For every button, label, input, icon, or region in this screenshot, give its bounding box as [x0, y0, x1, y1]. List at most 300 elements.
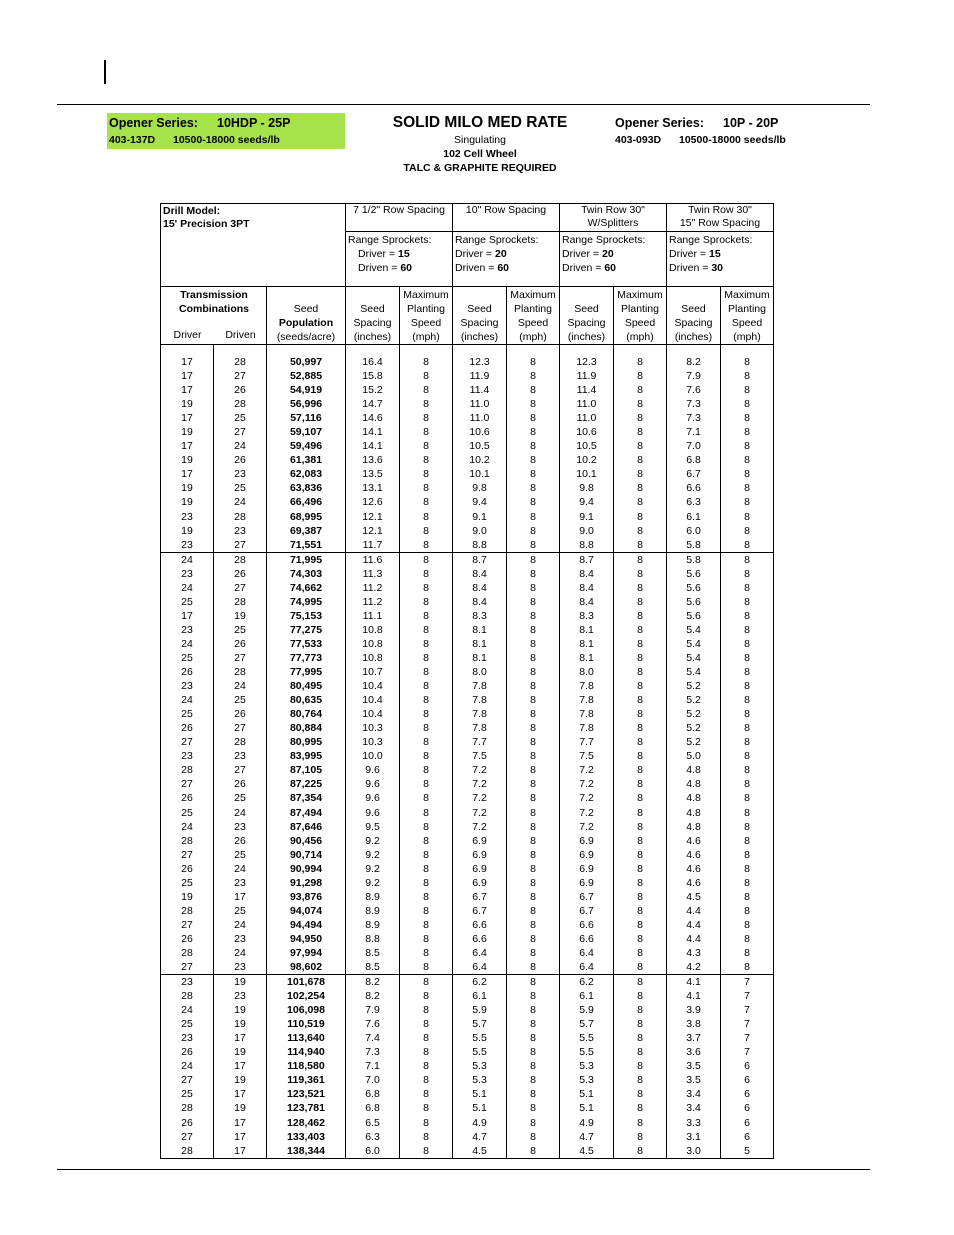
table-cell: 9.2	[346, 834, 400, 848]
table-cell: 19	[214, 1003, 267, 1017]
table-row	[161, 707, 774, 721]
table-cell: 11.1	[346, 609, 400, 623]
table-cell: 8	[721, 665, 774, 679]
table-cell: 8	[721, 679, 774, 693]
table-cell: 26	[161, 721, 214, 735]
table-cell: 8	[721, 609, 774, 623]
table-cell: 23	[161, 538, 214, 553]
table-cell: 24	[214, 918, 267, 932]
table-cell: 25	[161, 806, 214, 820]
table-cell: 5	[721, 1144, 774, 1159]
table-cell: 8	[400, 425, 453, 439]
table-row	[161, 510, 774, 524]
table-cell: 19	[161, 397, 214, 411]
table-cell: 94,074	[267, 904, 346, 918]
right-series-value: 10P - 20P	[723, 116, 779, 130]
table-cell: 27	[214, 581, 267, 595]
table-cell: 27	[161, 960, 214, 975]
table-cell: 27	[214, 651, 267, 665]
table-cell: 7.2	[560, 806, 614, 820]
table-row	[161, 411, 774, 425]
table-cell: 6.9	[453, 876, 507, 890]
table-cell: 13.6	[346, 453, 400, 467]
table-cell: 8	[721, 637, 774, 651]
table-cell: 6.4	[453, 946, 507, 960]
table-cell: 6.4	[560, 960, 614, 975]
table-cell: 5.2	[667, 693, 721, 707]
table-cell: 17	[161, 609, 214, 623]
table-cell: 8	[507, 609, 560, 623]
table-cell: 74,995	[267, 595, 346, 609]
table-cell: 8	[614, 439, 667, 453]
table-cell: 8.7	[560, 552, 614, 567]
table-cell: 6.7	[453, 904, 507, 918]
table-cell: 5.6	[667, 595, 721, 609]
transmission-header: Transmission Combinations Driver Driven	[161, 287, 267, 345]
table-cell: 19	[161, 495, 214, 509]
table-cell: 90,456	[267, 834, 346, 848]
table-cell: 77,533	[267, 637, 346, 651]
table-cell: 26	[161, 1045, 214, 1059]
table-cell: 17	[214, 1087, 267, 1101]
table-cell: 8	[721, 495, 774, 509]
table-cell: 6.1	[560, 989, 614, 1003]
table-cell: 7.8	[560, 707, 614, 721]
table-cell: 8.4	[560, 567, 614, 581]
table-cell: 3.5	[667, 1073, 721, 1087]
table-cell: 8	[400, 904, 453, 918]
table-cell: 11.2	[346, 581, 400, 595]
table-cell: 7.8	[453, 721, 507, 735]
table-cell: 93,876	[267, 890, 346, 904]
table-cell: 8	[400, 495, 453, 509]
table-cell: 8	[614, 791, 667, 805]
table-cell: 27	[161, 735, 214, 749]
table-cell: 13.1	[346, 481, 400, 495]
table-cell: 10.5	[453, 439, 507, 453]
table-cell: 8	[614, 763, 667, 777]
table-cell: 8	[400, 637, 453, 651]
right-series-label: Opener Series:	[615, 116, 704, 130]
table-cell: 8	[507, 848, 560, 862]
table-cell: 10.8	[346, 623, 400, 637]
table-cell: 8	[721, 453, 774, 467]
table-cell: 19	[161, 425, 214, 439]
table-cell: 6.8	[346, 1101, 400, 1115]
table-cell: 10.2	[453, 453, 507, 467]
table-cell: 6.2	[560, 975, 614, 990]
table-cell: 8	[721, 411, 774, 425]
table-cell: 4.5	[667, 890, 721, 904]
table-cell: 8	[614, 946, 667, 960]
table-cell: 12.1	[346, 510, 400, 524]
table-cell: 17	[161, 439, 214, 453]
subtitle-cell-wheel: 102 Cell Wheel	[443, 148, 517, 160]
table-cell: 23	[161, 510, 214, 524]
table-cell: 5.3	[453, 1073, 507, 1087]
table-cell: 17	[214, 1130, 267, 1144]
table-cell: 5.1	[453, 1087, 507, 1101]
table-cell: 8	[400, 777, 453, 791]
table-cell: 8.1	[560, 651, 614, 665]
table-cell: 10.1	[453, 467, 507, 481]
table-cell: 7.8	[560, 679, 614, 693]
table-cell: 8	[507, 777, 560, 791]
table-cell: 8.2	[346, 989, 400, 1003]
table-cell: 8	[507, 1144, 560, 1159]
table-cell: 8	[614, 623, 667, 637]
table-cell: 17	[214, 890, 267, 904]
table-cell: 7.4	[346, 1031, 400, 1045]
table-row	[161, 834, 774, 848]
table-cell: 6.7	[560, 904, 614, 918]
table-row	[161, 876, 774, 890]
table-row	[161, 1003, 774, 1017]
table-cell: 8	[507, 989, 560, 1003]
table-cell: 6.8	[346, 1087, 400, 1101]
table-cell: 6.7	[453, 890, 507, 904]
table-cell: 8.1	[453, 637, 507, 651]
table-cell: 8.4	[453, 595, 507, 609]
table-cell: 133,403	[267, 1130, 346, 1144]
table-cell: 10.4	[346, 707, 400, 721]
table-cell: 6.7	[667, 467, 721, 481]
table-cell: 9.1	[560, 510, 614, 524]
table-cell: 97,994	[267, 946, 346, 960]
range-sprockets-10: Range Sprockets: Driver = 20 Driven = 60	[453, 232, 560, 287]
table-cell: 11.4	[560, 383, 614, 397]
table-cell: 7.3	[667, 397, 721, 411]
table-cell: 8	[614, 595, 667, 609]
table-cell: 7.3	[667, 411, 721, 425]
table-cell: 4.8	[667, 763, 721, 777]
table-cell: 8.9	[346, 890, 400, 904]
table-row	[161, 439, 774, 453]
table-cell: 10.6	[453, 425, 507, 439]
table-cell: 8	[721, 848, 774, 862]
table-cell: 8	[507, 581, 560, 595]
table-cell: 11.3	[346, 567, 400, 581]
table-cell: 8.4	[453, 581, 507, 595]
spacing-col-header: Seed Spacing (inches)	[667, 287, 721, 345]
table-cell: 8	[721, 581, 774, 595]
table-cell: 8	[507, 425, 560, 439]
table-cell: 8	[400, 960, 453, 975]
table-row	[161, 552, 774, 567]
table-cell: 8	[507, 679, 560, 693]
table-cell: 17	[214, 1144, 267, 1159]
table-cell: 4.7	[453, 1130, 507, 1144]
table-cell: 24	[214, 439, 267, 453]
table-cell: 7.5	[560, 749, 614, 763]
table-cell: 8	[400, 791, 453, 805]
table-cell: 12.6	[346, 495, 400, 509]
table-cell: 8.3	[453, 609, 507, 623]
table-cell: 8	[400, 595, 453, 609]
table-cell: 8	[400, 693, 453, 707]
table-cell: 8	[614, 411, 667, 425]
table-cell: 28	[161, 1101, 214, 1115]
table-row	[161, 567, 774, 581]
table-cell: 5.9	[560, 1003, 614, 1017]
table-cell: 8	[614, 707, 667, 721]
table-cell: 11.0	[560, 397, 614, 411]
table-cell: 3.3	[667, 1116, 721, 1130]
table-cell: 19	[214, 1017, 267, 1031]
table-row	[161, 453, 774, 467]
table-cell: 9.4	[453, 495, 507, 509]
table-cell: 17	[161, 383, 214, 397]
table-cell: 8	[614, 960, 667, 975]
table-cell: 6.9	[560, 848, 614, 862]
table-cell: 7.8	[560, 721, 614, 735]
table-cell: 8	[721, 862, 774, 876]
table-cell: 6.3	[667, 495, 721, 509]
speed-col-header: Maximum Planting Speed (mph)	[614, 287, 667, 345]
table-cell: 5.6	[667, 567, 721, 581]
table-cell: 8	[721, 651, 774, 665]
table-cell: 28	[214, 510, 267, 524]
table-cell: 5.6	[667, 609, 721, 623]
table-row	[161, 595, 774, 609]
table-cell: 7.9	[346, 1003, 400, 1017]
table-cell: 5.8	[667, 538, 721, 553]
table-cell: 28	[214, 355, 267, 369]
table-cell: 8	[400, 707, 453, 721]
table-cell: 8	[507, 383, 560, 397]
table-cell: 7.6	[346, 1017, 400, 1031]
table-cell: 9.1	[453, 510, 507, 524]
table-cell: 8.1	[560, 623, 614, 637]
table-cell: 8	[614, 848, 667, 862]
table-cell: 5.0	[667, 749, 721, 763]
table-cell: 8	[400, 946, 453, 960]
table-cell: 8.9	[346, 904, 400, 918]
drill-model-value: 15' Precision 3PT	[163, 218, 250, 230]
table-cell: 28	[214, 735, 267, 749]
table-cell: 3.8	[667, 1017, 721, 1031]
table-cell: 26	[161, 932, 214, 946]
table-cell: 98,602	[267, 960, 346, 975]
table-cell: 11.6	[346, 552, 400, 567]
table-cell: 69,387	[267, 524, 346, 538]
table-cell: 11.0	[453, 397, 507, 411]
table-cell: 8	[721, 834, 774, 848]
table-row	[161, 777, 774, 791]
table-cell: 8	[614, 1116, 667, 1130]
table-cell: 8	[614, 890, 667, 904]
table-cell: 8	[507, 1003, 560, 1017]
table-cell: 6.9	[560, 862, 614, 876]
table-cell: 87,646	[267, 820, 346, 834]
table-cell: 6.9	[560, 876, 614, 890]
table-cell: 25	[214, 791, 267, 805]
table-cell: 8	[400, 453, 453, 467]
table-row	[161, 495, 774, 509]
table-cell: 27	[161, 848, 214, 862]
table-cell: 8	[507, 1116, 560, 1130]
table-cell: 128,462	[267, 1116, 346, 1130]
table-cell: 8	[400, 397, 453, 411]
table-cell: 7.5	[453, 749, 507, 763]
table-cell: 3.4	[667, 1087, 721, 1101]
speed-col-header: Maximum Planting Speed (mph)	[507, 287, 560, 345]
table-cell: 17	[214, 1031, 267, 1045]
table-cell: 6.1	[667, 510, 721, 524]
table-cell: 66,496	[267, 495, 346, 509]
table-cell: 4.6	[667, 848, 721, 862]
table-cell: 113,640	[267, 1031, 346, 1045]
range-sprockets-twin-15: Range Sprockets: Driver = 15 Driven = 30	[667, 232, 774, 287]
table-cell: 28	[214, 552, 267, 567]
spacing-col-header: Seed Spacing (inches)	[453, 287, 507, 345]
table-cell: 28	[214, 397, 267, 411]
table-cell: 8	[507, 1073, 560, 1087]
table-cell: 8	[400, 481, 453, 495]
table-cell: 8	[400, 552, 453, 567]
table-cell: 114,940	[267, 1045, 346, 1059]
table-cell: 10.6	[560, 425, 614, 439]
table-cell: 10.5	[560, 439, 614, 453]
table-cell: 19	[214, 609, 267, 623]
table-cell: 4.8	[667, 820, 721, 834]
table-cell: 119,361	[267, 1073, 346, 1087]
table-cell: 6.9	[560, 834, 614, 848]
table-cell: 8	[614, 637, 667, 651]
table-cell: 28	[161, 904, 214, 918]
table-cell: 24	[214, 946, 267, 960]
table-cell: 8	[400, 651, 453, 665]
table-cell: 10.0	[346, 749, 400, 763]
table-cell: 90,714	[267, 848, 346, 862]
table-cell: 7	[721, 1017, 774, 1031]
table-cell: 8	[721, 623, 774, 637]
table-cell: 9.2	[346, 862, 400, 876]
table-cell: 8	[614, 609, 667, 623]
table-cell: 8	[614, 1073, 667, 1087]
table-cell: 8	[400, 1031, 453, 1045]
table-cell: 26	[161, 1116, 214, 1130]
table-cell: 5.9	[453, 1003, 507, 1017]
table-cell: 7.2	[560, 820, 614, 834]
table-cell: 26	[214, 567, 267, 581]
table-cell: 23	[214, 989, 267, 1003]
table-cell: 6.6	[667, 481, 721, 495]
table-cell: 8	[400, 1116, 453, 1130]
table-cell: 8	[507, 538, 560, 553]
table-cell: 110,519	[267, 1017, 346, 1031]
table-cell: 8	[721, 749, 774, 763]
table-row	[161, 904, 774, 918]
table-cell: 6.1	[453, 989, 507, 1003]
table-row	[161, 735, 774, 749]
center-header	[350, 113, 610, 175]
table-cell: 8	[614, 567, 667, 581]
table-cell: 8	[614, 1059, 667, 1073]
table-cell: 77,773	[267, 651, 346, 665]
table-cell: 8	[614, 1031, 667, 1045]
table-cell: 8	[721, 890, 774, 904]
table-cell: 8	[614, 510, 667, 524]
table-cell: 8	[614, 355, 667, 369]
table-cell: 59,107	[267, 425, 346, 439]
table-cell: 138,344	[267, 1144, 346, 1159]
table-cell: 8	[614, 918, 667, 932]
table-row	[161, 609, 774, 623]
table-cell: 6.6	[453, 918, 507, 932]
table-cell: 28	[161, 763, 214, 777]
table-cell: 26	[161, 791, 214, 805]
table-cell: 4.3	[667, 946, 721, 960]
table-cell: 8	[721, 481, 774, 495]
table-cell: 24	[214, 679, 267, 693]
table-row	[161, 932, 774, 946]
table-cell: 25	[161, 595, 214, 609]
table-row	[161, 425, 774, 439]
table-cell: 9.6	[346, 763, 400, 777]
table-cell: 94,494	[267, 918, 346, 932]
table-cell: 23	[161, 679, 214, 693]
table-cell: 123,521	[267, 1087, 346, 1101]
table-cell: 5.2	[667, 707, 721, 721]
table-cell: 8	[400, 749, 453, 763]
table-cell: 7.1	[346, 1059, 400, 1073]
table-row	[161, 946, 774, 960]
table-row	[161, 1031, 774, 1045]
table-cell: 24	[161, 552, 214, 567]
table-cell: 5.4	[667, 665, 721, 679]
table-cell: 8	[721, 524, 774, 538]
table-row	[161, 481, 774, 495]
table-cell: 23	[214, 876, 267, 890]
table-row	[161, 806, 774, 820]
table-cell: 3.7	[667, 1031, 721, 1045]
table-cell: 8.2	[346, 975, 400, 990]
table-cell: 101,678	[267, 975, 346, 990]
table-cell: 7.8	[560, 693, 614, 707]
table-cell: 7.0	[667, 439, 721, 453]
table-cell: 4.1	[667, 989, 721, 1003]
table-cell: 8	[507, 1087, 560, 1101]
table-cell: 74,303	[267, 567, 346, 581]
table-cell: 8	[614, 481, 667, 495]
table-cell: 17	[161, 411, 214, 425]
table-cell: 8	[400, 524, 453, 538]
table-cell: 4.7	[560, 1130, 614, 1144]
table-cell: 8	[400, 890, 453, 904]
table-cell: 8	[400, 876, 453, 890]
table-cell: 8	[400, 862, 453, 876]
table-cell: 8.3	[560, 609, 614, 623]
table-cell: 5.3	[453, 1059, 507, 1073]
table-cell: 56,996	[267, 397, 346, 411]
table-cell: 8	[400, 1087, 453, 1101]
table-cell: 8	[400, 679, 453, 693]
table-cell: 7	[721, 1045, 774, 1059]
table-cell: 6	[721, 1101, 774, 1115]
table-cell: 8	[400, 932, 453, 946]
table-cell: 23	[161, 1031, 214, 1045]
table-cell: 8	[507, 637, 560, 651]
table-cell: 8	[400, 383, 453, 397]
table-cell: 8	[400, 567, 453, 581]
table-cell: 11.7	[346, 538, 400, 553]
table-cell: 13.5	[346, 467, 400, 481]
table-cell: 8.1	[453, 651, 507, 665]
table-cell: 4.9	[453, 1116, 507, 1130]
table-cell: 27	[161, 1073, 214, 1087]
table-cell: 7	[721, 1003, 774, 1017]
